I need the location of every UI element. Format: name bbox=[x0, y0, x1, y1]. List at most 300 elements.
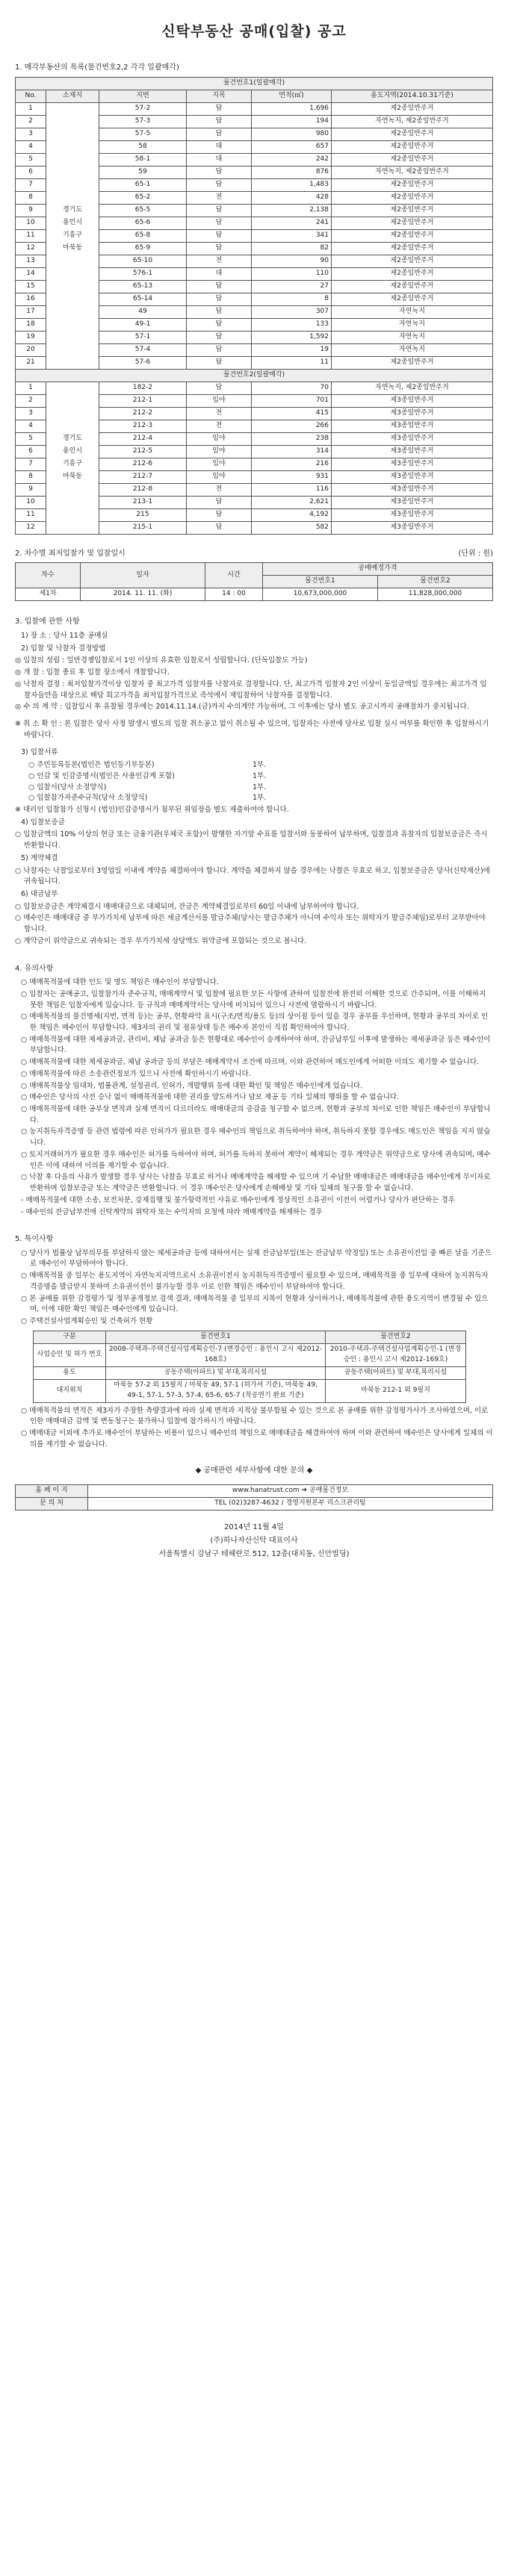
caution-item: ○ 매매목적물상 임대차, 법률관계, 설정권리, 인허가, 개발행위 등에 대한 확인 및 책임은 매수인에게 있습니다. bbox=[21, 1081, 363, 1090]
area-value: 931 bbox=[252, 470, 332, 483]
area-value: 8 bbox=[252, 293, 332, 305]
doc-item bbox=[28, 793, 493, 804]
zoning-value: 제3종일반주거 bbox=[332, 496, 493, 508]
land-category: 전 bbox=[187, 407, 252, 420]
location-cell bbox=[46, 331, 99, 343]
caution-item: ○ 농지취득자격증명 등 관련 법령에 따른 인허가가 필요한 경우 매수인의 책임으로 취득하여야 하며, 취득하지 못할 경우에도 매도인은 책임을 지지 않습니다. bbox=[21, 1127, 491, 1148]
s3-item: ※ 취 소 확 인 : 본 입찰은 당사 사정 발생시 별도의 입찰 취소공고 없이 취소될 수 있으며, 입찰자는 사전에 당사로 입찰 실시 여부를 확인한 후 입찰하시기 바랍니다. bbox=[15, 719, 489, 739]
doc-name: ○ 입찰서(당사 소정양식) bbox=[28, 783, 107, 791]
table-row bbox=[16, 382, 493, 394]
caution-item: - 매매목적물에 대한 소송, 보전처분, 강제집행 및 불가항력적인 사유로 매수인에게 정상적인 소유권이 이전이 어렵거나 당사가 판단하는 경우 bbox=[21, 1195, 455, 1204]
zoning-value: 제3종일반주거 bbox=[332, 407, 493, 420]
row-number: 9 bbox=[16, 483, 46, 496]
lot-number: 213-1 bbox=[99, 496, 187, 508]
location-cell bbox=[46, 280, 99, 293]
table-row bbox=[16, 140, 493, 153]
location-cell: 기흥구 bbox=[46, 229, 99, 242]
land-category: 임야 bbox=[187, 470, 252, 483]
location-cell bbox=[46, 191, 99, 204]
time-value: 14 : 00 bbox=[205, 588, 263, 601]
location-cell bbox=[46, 407, 99, 420]
row-number: 7 bbox=[16, 458, 46, 470]
price-2-value: 11,828,000,000 bbox=[378, 588, 493, 601]
s3-contract-heading: 5) 계약체결 bbox=[21, 853, 58, 862]
s3-item: ◎ 개 찰 : 입찰 종료 후 입찰 장소에서 개찰합니다. bbox=[15, 668, 170, 677]
s3-payment-heading: 6) 대금납부 bbox=[21, 890, 58, 899]
docs-list bbox=[28, 760, 493, 804]
column-header: 소재지 bbox=[46, 90, 99, 102]
table-cell: 공동주택(아파트) 및 부대,복리시설 bbox=[326, 1366, 466, 1379]
zoning-value: 제3종일반주거 bbox=[332, 432, 493, 445]
lot-number: 182-2 bbox=[99, 382, 187, 394]
row-number: 6 bbox=[16, 445, 46, 458]
lot-number: 65-6 bbox=[99, 217, 187, 229]
land-category: 대 bbox=[187, 140, 252, 153]
location-cell bbox=[46, 343, 99, 356]
table-row bbox=[16, 255, 493, 267]
zoning-value: 제2종일반주거 bbox=[332, 242, 493, 255]
zoning-value: 제2종일반주거 bbox=[332, 356, 493, 369]
caution-item: ○ 매매목적물에 대한 제세공과금, 체납 공과금 등의 부담은 매매계약서 조건에 따르며, 이와 관련하여 매도인에게 어떠한 이의도 제기할 수 없습니다. bbox=[21, 1058, 480, 1067]
lot-number: 49-1 bbox=[99, 318, 187, 331]
caution-item: ○ 매매목적물의 물건명세(지번, 면적 등)는 공부, 현황파악 표시(구조/면적/용도 등)의 상이점 등이 있을 경우 공부를 우선하며, 현황과 공부의 차이로 인한 책임은 매수인이 부담합니다. 제3자의 권리 및 점유상태 등은 매수자 본인이 직접 확인하여야 합니다. bbox=[21, 1012, 489, 1032]
location-cell bbox=[46, 521, 99, 534]
area-value: 657 bbox=[252, 140, 332, 153]
table-cell: 2008-주택과-주택건설사업계획승인-7 (변경승인 : 용인시 고시 제2012-168호) bbox=[106, 1343, 326, 1366]
lot-number: 212-1 bbox=[99, 394, 187, 407]
lot-number: 215-1 bbox=[99, 521, 187, 534]
land-category: 답 bbox=[187, 496, 252, 508]
special-tail-list bbox=[21, 1406, 493, 1451]
land-category: 답 bbox=[187, 343, 252, 356]
area-value: 194 bbox=[252, 115, 332, 128]
row-number: 19 bbox=[16, 331, 46, 343]
area-value: 1,696 bbox=[252, 102, 332, 115]
location-cell bbox=[46, 382, 99, 394]
row-number: 2 bbox=[16, 394, 46, 407]
land-category: 답 bbox=[187, 242, 252, 255]
caution-item: ○ 매매목적물에 대한 제세공과금, 관리비, 체납 공과금 등은 현황대로 매수인이 승계하여야 하며, 잔금납부일 이후에 발생하는 제세공과금 등은 매수인이 부담합니다. bbox=[21, 1035, 491, 1055]
round-value: 제1차 bbox=[16, 588, 81, 601]
doc-item bbox=[28, 783, 493, 794]
location-cell: 마북동 bbox=[46, 470, 99, 483]
location-cell: 기흥구 bbox=[46, 458, 99, 470]
location-cell bbox=[46, 128, 99, 140]
column-header: 용도지역(2014.10.31기준) bbox=[332, 90, 493, 102]
zoning-value: 제2종일반주거 bbox=[332, 217, 493, 229]
land-category: 전 bbox=[187, 191, 252, 204]
column-header: 지번 bbox=[99, 90, 187, 102]
location-cell bbox=[46, 420, 99, 432]
zoning-value: 제2종일반주거 bbox=[332, 128, 493, 140]
land-category: 답 bbox=[187, 102, 252, 115]
lot-number: 212-6 bbox=[99, 458, 187, 470]
s3-item: ◎ 수 의 계 약 : 입찰일시 후 유찰될 경우에는 2014.11.14.(금)까지 수의계약 가능하며, 그 이후에는 당사 별도 공고시까지 공매절차가 중지됩니다. bbox=[15, 703, 469, 712]
location-cell bbox=[46, 483, 99, 496]
lot-number: 215 bbox=[99, 508, 187, 521]
doc-count: 1부. bbox=[253, 783, 267, 791]
lot-number: 65-5 bbox=[99, 204, 187, 217]
area-value: 876 bbox=[252, 166, 332, 178]
table-row bbox=[16, 115, 493, 128]
s3-method: 2) 입찰 및 낙찰자 결정방법 bbox=[21, 644, 106, 653]
special-item: ○ 당사가 법률상 납부의무를 부담하지 않는 체세공과금 등에 대하여서는 실제 잔금납부일(또는 잔금납부 약정일) 또는 소유권이전일 중 빠른 날을 기준으로 매수인이 부담하여야 합니다. bbox=[21, 1248, 492, 1269]
location-cell bbox=[46, 115, 99, 128]
caution-item: - 매수인의 잔금납부전에 신탁계약의 위탁자 또는 수익자의 요청에 따라 매매계약을 해제하는 경우 bbox=[21, 1207, 323, 1216]
land-category: 답 bbox=[187, 382, 252, 394]
zoning-value: 제3종일반주거 bbox=[332, 483, 493, 496]
area-value: 1,592 bbox=[252, 331, 332, 343]
table-row bbox=[16, 217, 493, 229]
location-cell bbox=[46, 178, 99, 191]
zoning-value: 제2종일반주거 bbox=[332, 140, 493, 153]
area-value: 266 bbox=[252, 420, 332, 432]
caution-item: ○ 매매목적물에 따른 소송관련정보가 있으니 사전에 확인하시기 바랍니다. bbox=[21, 1069, 251, 1078]
location-cell bbox=[46, 102, 99, 115]
special-list bbox=[21, 1248, 493, 1328]
table-row bbox=[16, 356, 493, 369]
section-2-heading: 2. 차수별 최저입찰가 및 입찰일시 bbox=[15, 549, 126, 558]
zoning-value: 제2종일반주거 bbox=[332, 204, 493, 217]
zoning-value: 제2종일반주거 bbox=[332, 229, 493, 242]
location-cell bbox=[46, 293, 99, 305]
location-cell: 경기도 bbox=[46, 204, 99, 217]
table-row bbox=[16, 305, 493, 318]
section-1-heading: 1. 매각부동산의 목록(물건번호2,2 각각 일괄매각) bbox=[15, 63, 179, 72]
table-row bbox=[16, 280, 493, 293]
table-row bbox=[16, 508, 493, 521]
lot-number: 57-2 bbox=[99, 102, 187, 115]
special-item: ○ 매매목적물의 면적은 제3자가 주장한 측량결과에 따라 실제 면적과 지적상 불부합될 수 있는 것으로 본 공매를 위한 감정평가사가 조사하였으며, 이로 인한 매매대금 감액 및 변동청구는 불가하니 입찰에 참가하시기 바랍니다. bbox=[21, 1406, 489, 1426]
row-number: 10 bbox=[16, 496, 46, 508]
caution-item: ○ 입찰자는 공매공고, 입찰참가자 준수규칙, 매매계약서 및 입찰에 필요한 모든 사항에 관하여 입찰전에 완전히 이해한 것으로 간주되며, 이를 이해하지 못한 책임은 입찰자에게 있습니다. 등 규칙과 매매계약서는 당사에 비치되어 있으니 사전에 열람하시기 바랍니다. bbox=[21, 989, 486, 1009]
property-table-2 bbox=[15, 369, 493, 535]
table-cell: 공동주택(아파트) 및 부대,복리시설 bbox=[106, 1366, 326, 1379]
footer-company: (주)하나자산신탁 대표이사 bbox=[210, 1536, 298, 1545]
land-category: 대 bbox=[187, 267, 252, 280]
row-number: 20 bbox=[16, 343, 46, 356]
area-value: 980 bbox=[252, 128, 332, 140]
zoning-value: 제2종일반주거 bbox=[332, 153, 493, 166]
table-row bbox=[34, 1366, 466, 1379]
column-header: 물건번호2 bbox=[326, 1331, 466, 1343]
table-row bbox=[16, 521, 493, 534]
table-2-title: 물건번호2(일괄매각) bbox=[16, 369, 493, 382]
row-number: 8 bbox=[16, 191, 46, 204]
special-item: ○ 주택건설사업계획승인 및 건축허가 현황 bbox=[21, 1317, 153, 1326]
s3-item: ○ 낙찰자는 낙찰일로부터 3영업일 이내에 계약을 체결하여야 합니다. 계약을 체결하지 않을 경우에는 낙찰은 무효로 하고, 입찰보증금은 당사(신탁재산)에 귀속됩니다. bbox=[15, 866, 490, 886]
caution-item: ○ 토지거래허가가 필요한 경우 매수인은 허가를 득하여야 하며, 허가를 득하지 못하여 계약이 해제되는 경우 계약금은 위약금으로 당사에 귀속되며, 매수인은 이에 대하여 이의를 제기할 수 없습니다. bbox=[21, 1150, 491, 1170]
s3-item: ○ 입찰보증금은 계약체결시 매매대금으로 대체되며, 잔금은 계약체결일로부터 60일 이내에 납부하여야 합니다. bbox=[15, 902, 359, 911]
location-cell: 마북동 bbox=[46, 242, 99, 255]
row-number: 7 bbox=[16, 178, 46, 191]
s3-item: ◎ 낙찰자 결정 : 최저입찰가격이상 입찰자 중 최고가격 입찰자를 낙찰자로 결정합니다. 단, 최고가격 입찰자 2인 이상이 동일금액일 경우에는 최고가격 입찰자들만을 대상으로 해당 회고가격을 최저입찰가격으로 즉석에서 재입찰하여 낙찰자를 결정합니다. bbox=[15, 679, 487, 700]
lot-number: 65-14 bbox=[99, 293, 187, 305]
land-category: 답 bbox=[187, 178, 252, 191]
land-category: 답 bbox=[187, 508, 252, 521]
zoning-value: 자연녹지, 제2종일반주거 bbox=[332, 166, 493, 178]
zoning-value: 제2종일반주거 bbox=[332, 280, 493, 293]
table-row bbox=[16, 166, 493, 178]
zoning-value: 제2종일반주거 bbox=[332, 293, 493, 305]
inquiry-value: TEL (02)3287-4632 / 경영지원본부 리스크관리팀 bbox=[88, 1497, 493, 1510]
homepage-link[interactable]: www.hanatrust.com ➔ 공매물건정보 bbox=[88, 1484, 493, 1497]
area-value: 2,621 bbox=[252, 496, 332, 508]
row-number: 8 bbox=[16, 470, 46, 483]
lot-number: 65-9 bbox=[99, 242, 187, 255]
zoning-value: 제2종일반주거 bbox=[332, 178, 493, 191]
location-cell bbox=[46, 318, 99, 331]
lot-number: 212-5 bbox=[99, 445, 187, 458]
section-5-heading: 5. 특이사항 bbox=[15, 1235, 54, 1244]
land-category: 답 bbox=[187, 280, 252, 293]
location-cell: 용인시 bbox=[46, 217, 99, 229]
s3-deposit-heading: 4) 입찰보증금 bbox=[21, 818, 65, 827]
land-category: 답 bbox=[187, 128, 252, 140]
caution-item: ○ 매매목적물에 대한 공부상 면적과 실제 면적이 다르더라도 매매대금의 증감을 청구할 수 없으며, 현황과 공부의 차이로 인한 책임은 매수인이 부담합니다. bbox=[21, 1105, 491, 1124]
table-row bbox=[16, 496, 493, 508]
caution-item: ○ 매수인은 당사의 사전 승낙 없이 매매목적물에 대한 권리를 양도하거나 담보 제공 등 기타 일체의 행위를 할 수 없습니다. bbox=[21, 1093, 400, 1102]
zoning-value: 제3종일반주거 bbox=[332, 394, 493, 407]
land-category: 답 bbox=[187, 305, 252, 318]
lot-number: 212-4 bbox=[99, 432, 187, 445]
table-header bbox=[16, 90, 493, 102]
row-number: 15 bbox=[16, 280, 46, 293]
location-cell bbox=[46, 255, 99, 267]
land-category: 전 bbox=[187, 255, 252, 267]
row-number: 1 bbox=[16, 382, 46, 394]
zoning-value: 제2종일반주거 bbox=[332, 191, 493, 204]
area-value: 19 bbox=[252, 343, 332, 356]
area-value: 241 bbox=[252, 217, 332, 229]
table-row bbox=[16, 343, 493, 356]
area-value: 415 bbox=[252, 407, 332, 420]
column-header: No. bbox=[16, 90, 46, 102]
table-row bbox=[16, 458, 493, 470]
notice-page bbox=[15, 0, 493, 1561]
row-number: 6 bbox=[16, 166, 46, 178]
area-value: 27 bbox=[252, 280, 332, 293]
contact-banner: ◆ 공매관련 세부사항에 대한 문의 ◆ bbox=[195, 1466, 313, 1475]
table-row bbox=[16, 293, 493, 305]
zoning-value: 자연녹지 bbox=[332, 318, 493, 331]
table-cell: 마북동 212-1 외 9필지 bbox=[326, 1379, 466, 1402]
date-value: 2014. 11. 11. (화) bbox=[81, 588, 205, 601]
location-cell: 용인시 bbox=[46, 445, 99, 458]
location-cell bbox=[46, 153, 99, 166]
table-cell: 2010-주택과-주택건설사업계획승인-1 (변경승인 : 용인시 고시 제2012-169호) bbox=[326, 1343, 466, 1366]
homepage-label: 홈 페 이 지 bbox=[16, 1484, 88, 1497]
area-value: 1,483 bbox=[252, 178, 332, 191]
row-number: 11 bbox=[16, 229, 46, 242]
zoning-value: 제2종일반주거 bbox=[332, 267, 493, 280]
table-cell: 마북동 57-2 외 15필지 / 마북동 49, 57-1 (허가서 기준), 마북동 49, 49-1, 57-1, 57-3, 57-4, 65-6, 65-7 (착공연기 완료 기준) bbox=[106, 1379, 326, 1402]
table-row bbox=[16, 470, 493, 483]
row-number: 1 bbox=[16, 102, 46, 115]
land-category: 답 bbox=[187, 204, 252, 217]
column-header: 물건번호1 bbox=[106, 1331, 326, 1343]
row-number: 21 bbox=[16, 356, 46, 369]
location-cell bbox=[46, 394, 99, 407]
land-category: 답 bbox=[187, 229, 252, 242]
header-price-2: 물건번호2 bbox=[378, 576, 493, 588]
table-row bbox=[16, 432, 493, 445]
area-value: 341 bbox=[252, 229, 332, 242]
row-number: 5 bbox=[16, 153, 46, 166]
lot-number: 57-3 bbox=[99, 115, 187, 128]
doc-count: 1부. bbox=[253, 794, 267, 803]
page-title: 신탁부동산 공매(입찰) 공고 bbox=[161, 23, 347, 40]
land-category: 답 bbox=[187, 331, 252, 343]
header-date: 일자 bbox=[81, 563, 205, 588]
table-row bbox=[34, 1343, 466, 1366]
row-number: 17 bbox=[16, 305, 46, 318]
property-table-1 bbox=[15, 77, 493, 370]
land-category: 임야 bbox=[187, 458, 252, 470]
lot-number: 59 bbox=[99, 166, 187, 178]
doc-count: 1부. bbox=[253, 771, 267, 780]
table-row bbox=[16, 242, 493, 255]
doc-name: ○ 입찰참가자준수규칙(당사 소정양식) bbox=[28, 794, 148, 803]
lot-number: 212-3 bbox=[99, 420, 187, 432]
s3-note: ※ 대리인 입찰참가 신청시 (법인)인감증명서가 첨부된 위임장을 별도 제출하여야 합니다. bbox=[15, 806, 289, 814]
table-1-title: 물건번호1(일괄매각) bbox=[16, 77, 493, 90]
doc-name: ○ 주민등록등본(법인은 법인등기부등본) bbox=[28, 761, 155, 770]
land-category: 임야 bbox=[187, 432, 252, 445]
location-cell bbox=[46, 166, 99, 178]
land-category: 답 bbox=[187, 293, 252, 305]
special-item: ○ 매매목적물 중 일부는 용도지역이 자연녹지지역으로서 소유권이전시 농지취득자격증명이 필요할 수 있으며, 매매목적물 중 일부에 대하여 농지취득자격증명을 발급받지 못하여 소유권이전이 불가능할 경우 이로 인한 책임은 매수인이 부담하여야 합니다. bbox=[21, 1272, 489, 1291]
zoning-value: 제3종일반주거 bbox=[332, 420, 493, 432]
inquiry-label: 문 의 처 bbox=[16, 1497, 88, 1510]
table-row bbox=[16, 445, 493, 458]
location-cell bbox=[46, 508, 99, 521]
land-category: 답 bbox=[187, 356, 252, 369]
s3-item: ○ 입찰금액의 10% 이상의 현금 또는 금융기관(우체국 포함)이 발행한 자기앞 수표를 입찰서와 동봉하여 납부하며, 입찰결과 유찰자의 입찰보증금은 즉시 반환합니다. bbox=[15, 830, 488, 850]
zoning-value: 자연녹지 bbox=[332, 331, 493, 343]
lot-number: 57-5 bbox=[99, 128, 187, 140]
price-table bbox=[15, 562, 493, 601]
permit-table bbox=[33, 1331, 466, 1403]
header-round: 차수 bbox=[16, 563, 81, 588]
table-row bbox=[16, 229, 493, 242]
table-row bbox=[16, 128, 493, 140]
area-value: 314 bbox=[252, 445, 332, 458]
zoning-value: 제2종일반주거 bbox=[332, 255, 493, 267]
area-value: 82 bbox=[252, 242, 332, 255]
area-value: 216 bbox=[252, 458, 332, 470]
table-row bbox=[16, 483, 493, 496]
caution-list bbox=[21, 977, 493, 1218]
price-1-value: 10,673,000,000 bbox=[263, 588, 378, 601]
area-value: 133 bbox=[252, 318, 332, 331]
area-value: 11 bbox=[252, 356, 332, 369]
column-header: 지목 bbox=[187, 90, 252, 102]
special-item: ○ 매매대금 이외에 추가로 매수인이 부담하는 비용이 있으니 매수인의 책임으로 매매대금을 해결하여야 하며 이와 관련하여 매수인은 당사에게 일체의 이의를 제기할 수 없습니다. bbox=[21, 1428, 493, 1449]
table-row bbox=[34, 1379, 466, 1402]
lot-number: 65-10 bbox=[99, 255, 187, 267]
doc-item bbox=[28, 760, 493, 771]
area-value: 428 bbox=[252, 191, 332, 204]
zoning-value: 자연녹지 bbox=[332, 343, 493, 356]
header-time: 시간 bbox=[205, 563, 263, 588]
row-number: 9 bbox=[16, 204, 46, 217]
lot-number: 65-1 bbox=[99, 178, 187, 191]
footer-date: 2014년 11월 4일 bbox=[224, 1522, 284, 1531]
table-row bbox=[16, 394, 493, 407]
column-header: 구분 bbox=[34, 1331, 106, 1343]
row-label: 대지위치 bbox=[34, 1379, 106, 1402]
lot-number: 57-4 bbox=[99, 343, 187, 356]
lot-number: 212-2 bbox=[99, 407, 187, 420]
location-cell bbox=[46, 356, 99, 369]
location-cell: 경기도 bbox=[46, 432, 99, 445]
location-cell bbox=[46, 496, 99, 508]
lot-number: 65-13 bbox=[99, 280, 187, 293]
row-number: 2 bbox=[16, 115, 46, 128]
row-label: 사업승인 및 허가 번호 bbox=[34, 1343, 106, 1366]
area-value: 4,192 bbox=[252, 508, 332, 521]
table-row bbox=[16, 178, 493, 191]
area-value: 701 bbox=[252, 394, 332, 407]
special-item: ○ 본 공매를 위한 감정평가 및 정부공개정보 검색 결과, 매매목적물 중 일부의 지목이 현황과 상이하거나, 매매목적물에 관한 용도지역이 변경될 수 있으며, 이에 대한 확인 책임은 매수인에게 있습니다. bbox=[21, 1294, 489, 1314]
header-price-1: 물건번호1 bbox=[263, 576, 378, 588]
footer bbox=[15, 1521, 493, 1561]
lot-number: 58 bbox=[99, 140, 187, 153]
table-row bbox=[16, 420, 493, 432]
contact-table bbox=[15, 1484, 493, 1511]
lot-number: 57-6 bbox=[99, 356, 187, 369]
land-category: 대 bbox=[187, 153, 252, 166]
s3-docs-heading: 3) 입찰서류 bbox=[21, 748, 58, 757]
lot-number: 212-8 bbox=[99, 483, 187, 496]
zoning-value: 제3종일반주거 bbox=[332, 508, 493, 521]
table-row bbox=[16, 204, 493, 217]
zoning-value: 자연녹지, 제2종일반주거 bbox=[332, 115, 493, 128]
lot-number: 576-1 bbox=[99, 267, 187, 280]
s3-place: 1) 장 소 : 당사 11층 공매실 bbox=[21, 631, 108, 640]
zoning-value: 자연녹지 bbox=[332, 305, 493, 318]
area-value: 582 bbox=[252, 521, 332, 534]
land-category: 임야 bbox=[187, 394, 252, 407]
land-category: 답 bbox=[187, 166, 252, 178]
doc-name: ○ 인감 및 인감증명서(법인은 사용인감계 포함) bbox=[28, 771, 175, 780]
row-number: 3 bbox=[16, 407, 46, 420]
row-number: 18 bbox=[16, 318, 46, 331]
table-row bbox=[16, 407, 493, 420]
row-number: 13 bbox=[16, 255, 46, 267]
caution-item: ○ 낙찰 후 다음의 사유가 발생할 경우 당사는 낙찰을 무효로 하거나 매매계약을 해제할 수 있으며 기 수납한 매매대금은 매매대금을 매수인에게 무이자로 반환하며 입찰보증금 또는 계약금은 반환합니다. 이 경우 매수인은 당사에게 손해배상 및 기타 일체의 청구를 할 수 없습니다. bbox=[21, 1173, 491, 1193]
zoning-value: 제3종일반주거 bbox=[332, 445, 493, 458]
area-value: 2,138 bbox=[252, 204, 332, 217]
section-4-heading: 4. 유의사항 bbox=[15, 964, 54, 973]
row-number: 4 bbox=[16, 140, 46, 153]
land-category: 전 bbox=[187, 483, 252, 496]
location-cell bbox=[46, 267, 99, 280]
lot-number: 58-1 bbox=[99, 153, 187, 166]
row-number: 12 bbox=[16, 521, 46, 534]
land-category: 답 bbox=[187, 115, 252, 128]
table-row bbox=[16, 153, 493, 166]
land-category: 답 bbox=[187, 217, 252, 229]
row-number: 11 bbox=[16, 508, 46, 521]
location-cell bbox=[46, 305, 99, 318]
lot-number: 57-1 bbox=[99, 331, 187, 343]
doc-count: 1부. bbox=[253, 761, 267, 770]
table-row bbox=[16, 191, 493, 204]
zoning-value: 제3종일반주거 bbox=[332, 470, 493, 483]
area-value: 90 bbox=[252, 255, 332, 267]
